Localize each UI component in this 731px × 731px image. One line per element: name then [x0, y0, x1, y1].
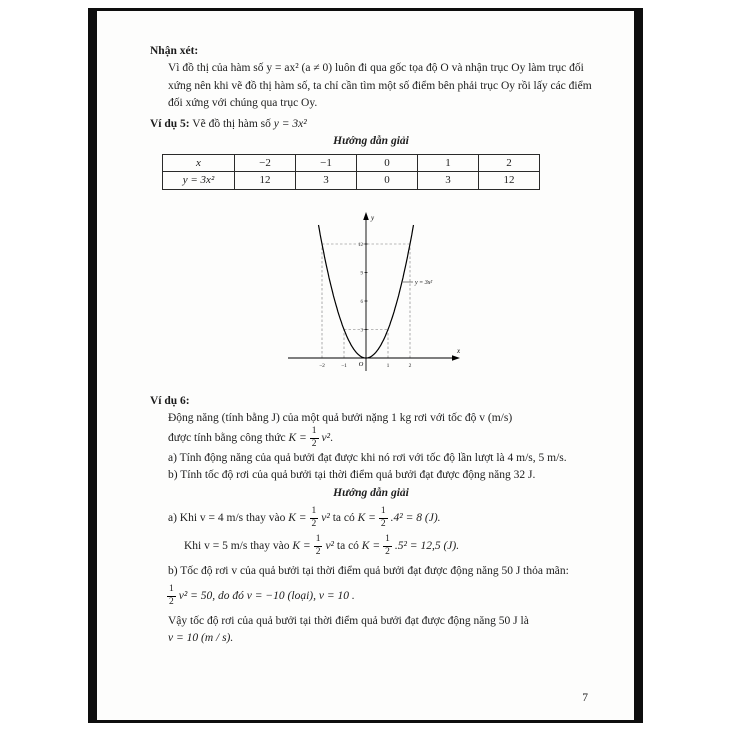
photo-background [88, 8, 643, 723]
table-cell: 2 [479, 154, 540, 172]
table-cell: −2 [235, 154, 296, 172]
y-axis-label: y [371, 213, 375, 222]
v-squared: v² [321, 432, 331, 445]
y-axis-arrow [363, 212, 369, 220]
fraction-numerator: 1 [167, 585, 176, 597]
solution-a-line1 [168, 507, 592, 530]
period: . [330, 432, 333, 445]
table-cell: 1 [418, 154, 479, 172]
sol-b-eq-tail: v² = 50, do đó v = −10 (loại), v = 10 . [178, 590, 355, 603]
example6-item-b: b) Tính tốc độ rơi của quả bưởi tại thời điểm quả bưởi đạt được động năng 32 J. [168, 469, 536, 482]
solution-a-line2 [184, 535, 592, 558]
table-cell: −1 [296, 154, 357, 172]
fraction-numerator: 1 [310, 427, 319, 439]
fraction-one-half [383, 535, 392, 558]
x-axis-arrow [452, 355, 460, 361]
solution-b-equation [164, 585, 592, 608]
x-tick-label: 1 [386, 362, 390, 369]
table-cell: 0 [357, 154, 418, 172]
fraction-numerator: 1 [314, 535, 323, 547]
table-cell: x [163, 154, 235, 172]
example5-label: Ví dụ 5: [150, 118, 190, 130]
k-equals: K = [361, 539, 381, 552]
fraction-denominator: 2 [311, 439, 317, 450]
y-tick-label: 3 [360, 328, 363, 333]
conclusion-line2: v = 10 (m / s). [168, 632, 234, 645]
y-tick-label: 6 [360, 299, 363, 305]
conclusion-line1: Vậy tốc độ rơi của quả bưởi tại thời điểm quả bưởi đạt được động năng 50 J là [168, 615, 529, 627]
example6-item-a: a) Tính động năng của quả bưởi đạt được khi nó rơi với tốc độ lần lượt là 4 m/s, 5 m/s. [168, 452, 567, 465]
example5-line [150, 116, 592, 133]
sol-a1-pre: a) Khi v = 4 m/s thay vào [168, 512, 289, 525]
example5-text: Vẽ đồ thị hàm số [189, 118, 274, 130]
example6-intro-line1: Động năng (tính bằng J) của một quả bưởi nặng 1 kg rơi với tốc độ v (m/s) [168, 412, 513, 424]
fraction-one-half [310, 427, 319, 450]
page-content [97, 11, 634, 720]
sol-a1-mid: ta có [329, 512, 358, 525]
fraction-numerator: 1 [383, 535, 392, 547]
table-cell: 12 [479, 172, 540, 190]
example5-formula: y = 3x² [273, 118, 307, 130]
table-cell: 0 [357, 172, 418, 190]
fraction-numerator: 1 [310, 507, 319, 519]
x-tick-label: −2 [319, 362, 325, 369]
y-tick-label: 12 [358, 242, 363, 248]
fraction-numerator: 1 [379, 507, 388, 519]
example6-guide-heading: Hướng dẫn giải [333, 486, 409, 499]
k-equals: K = [288, 432, 307, 445]
example6-heading: Ví dụ 6: [150, 394, 190, 407]
sol-a1-tail: .4² = 8 (J). [390, 512, 441, 525]
table-cell: 3 [418, 172, 479, 190]
table-cell: 12 [235, 172, 296, 190]
table-cell: 3 [296, 172, 357, 190]
solution-b-intro: b) Tốc độ rơi v của quả bưởi tại thời điểm quả bưởi đạt được động năng 50 J thỏa mãn: [168, 564, 569, 577]
fraction-denominator: 2 [311, 518, 317, 529]
fraction-one-half [167, 585, 176, 608]
fraction-one-half [379, 507, 388, 530]
k-equals: K = [292, 539, 311, 552]
table-row [163, 172, 540, 190]
remark-body: Vì đồ thị của hàm số y = ax² (a ≠ 0) luôn đi qua gốc tọa độ O và nhận trục Oy làm trục đối xứng nên khi vẽ đồ thị hàm số, ta chỉ cần tìm một số điểm bên phải trục Oy rồi lấy các điểm đối xứng với chúng qua trục Oy. [168, 62, 595, 109]
origin-label: O [358, 360, 364, 368]
k-equals: K = [288, 512, 307, 525]
k-equals: K = [357, 512, 376, 525]
table-row [163, 154, 540, 172]
table-cell: y = 3x² [163, 172, 235, 190]
example6-intro-line2 [168, 427, 592, 450]
parabola-graph [256, 198, 486, 383]
fraction-one-half [310, 507, 319, 530]
fraction-denominator: 2 [315, 546, 321, 557]
document-page [97, 11, 634, 720]
y-tick-label: 9 [360, 271, 363, 276]
fraction-denominator: 2 [169, 597, 174, 608]
sol-a2-mid: ta có [334, 539, 362, 552]
fraction-one-half [314, 535, 323, 558]
remark-heading: Nhận xét: [150, 45, 199, 57]
x-axis-label: x [457, 346, 461, 355]
fraction-denominator: 2 [385, 546, 390, 557]
page-number: 7 [582, 691, 588, 704]
value-table [162, 154, 540, 190]
example5-guide-heading: Hướng dẫn giải [333, 135, 409, 148]
sol-a2-pre: Khi v = 5 m/s thay vào [184, 539, 293, 552]
fraction-denominator: 2 [380, 518, 386, 529]
curve-label: y = 3x² [415, 279, 433, 286]
x-tick-label: 2 [408, 362, 412, 369]
graph-container [150, 198, 592, 389]
x-tick-label: −1 [341, 362, 347, 369]
v-squared: v² [321, 512, 330, 525]
sol-a2-tail: .5² = 12,5 (J). [394, 539, 460, 552]
intro-pre: được tính bằng công thức [168, 432, 289, 445]
v-squared: v² [325, 539, 335, 552]
